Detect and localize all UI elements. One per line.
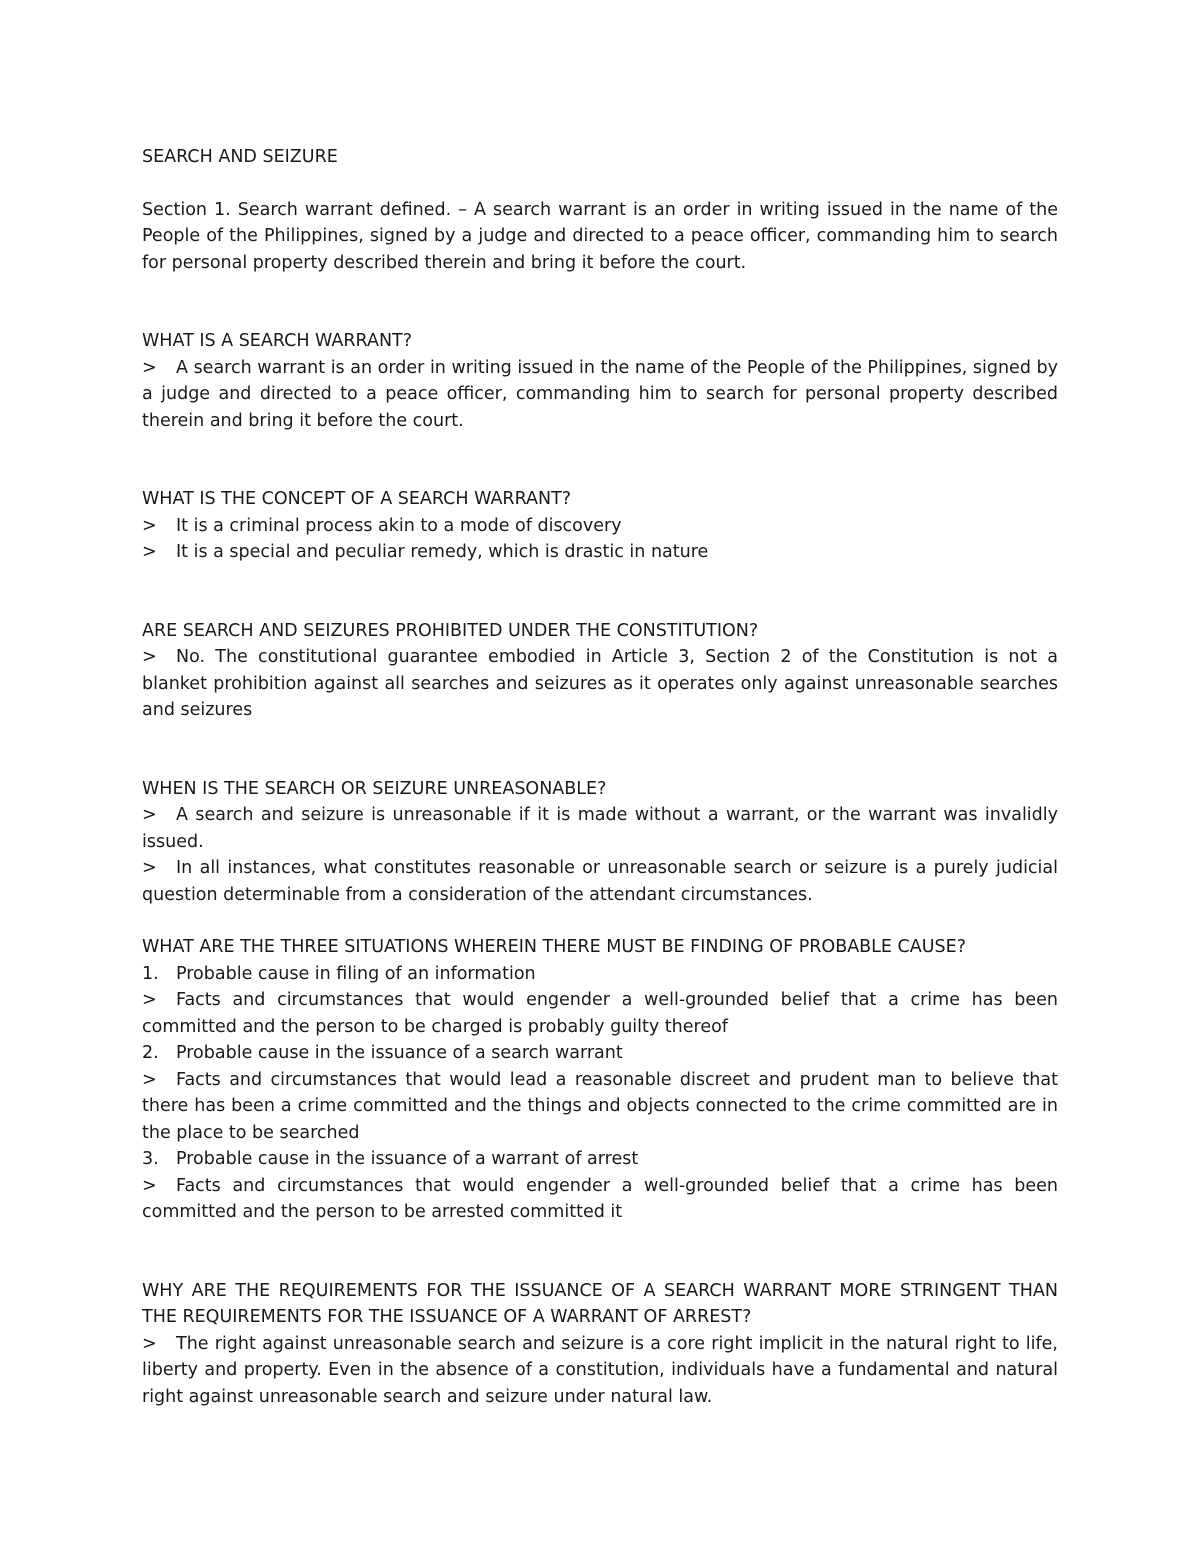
answer-text xyxy=(142,855,1058,908)
bullet-marker: > xyxy=(142,647,157,667)
question-heading: WHAT ARE THE THREE SITUATIONS WHEREIN THERE MUST BE FINDING OF PROBABLE CAUSE? xyxy=(142,937,966,957)
qa-constitution-prohibition xyxy=(142,618,1058,724)
qa-what-is-search-warrant xyxy=(142,328,1058,434)
list-item xyxy=(142,513,1058,540)
question-heading: WHY ARE THE REQUIREMENTS FOR THE ISSUANCE OF A SEARCH WARRANT MORE STRINGENT THAN THE REQUIREMENTS FOR THE ISSUANCE OF A WARRANT OF ARREST? xyxy=(142,1280,1058,1327)
qa-unreasonable-search xyxy=(142,776,1058,909)
qa-stringent-requirements xyxy=(142,1278,1058,1411)
answer-text xyxy=(142,644,1058,724)
numbered-item xyxy=(142,1040,1058,1067)
document-body xyxy=(142,144,1058,1462)
item-label: Probable cause in filing of an information xyxy=(176,963,536,984)
answer-text xyxy=(142,987,1058,1040)
question-heading: WHEN IS THE SEARCH OR SEIZURE UNREASONABLE? xyxy=(142,778,607,799)
question-heading: ARE SEARCH AND SEIZURES PROHIBITED UNDER THE CONSTITUTION? xyxy=(142,620,759,641)
answer-line: It is a criminal process akin to a mode of discovery xyxy=(176,515,622,536)
item-detail: Facts and circumstances that would lead a reasonable discreet and prudent man to believe that there has been a crime committed and the things and objects connected to the crime committed are in the place to be searched xyxy=(142,1069,1058,1143)
answer-text xyxy=(142,355,1058,435)
bullet-marker: > xyxy=(142,1333,157,1354)
document-title: SEARCH AND SEIZURE xyxy=(142,147,338,167)
numbered-item xyxy=(142,1146,1058,1173)
bullet-marker: > xyxy=(142,542,157,562)
item-detail: Facts and circumstances that would engender a well-grounded belief that a crime has been committed and the person to be charged is probably guilty thereof xyxy=(142,990,1058,1037)
qa-concept-of-search-warrant xyxy=(142,486,1058,566)
answer-line: No. The constitutional guarantee embodied in Article 3, Section 2 of the Constitution is not a blanket prohibition against all searches and seizures as it operates only against unreasonable searches and seizures xyxy=(142,647,1058,720)
item-label: Probable cause in the issuance of a warrant of arrest xyxy=(176,1149,639,1169)
section-1-text: Section 1. Search warrant defined. – A search warrant is an order in writing issued in the name of the People of the Philippines, signed by a judge and directed to a peace officer, commanding him to search for personal property described therein and bring it before the court. xyxy=(142,199,1058,273)
qa-probable-cause-situations xyxy=(142,934,1058,1226)
numbered-item xyxy=(142,961,1058,988)
answer-line: It is a special and peculiar remedy, which is drastic in nature xyxy=(176,542,709,562)
answer-text xyxy=(142,1331,1058,1411)
bullet-marker: > xyxy=(142,357,157,378)
question-heading: WHAT IS A SEARCH WARRANT? xyxy=(142,331,413,351)
bullet-marker: > xyxy=(142,1175,157,1196)
item-number: 3. xyxy=(142,1149,159,1169)
answer-line: A search warrant is an order in writing issued in the name of the People of the Philippines, signed by a judge and directed to a peace officer, commanding him to search for personal property described therein and bring it before the court. xyxy=(142,357,1058,431)
bullet-marker: > xyxy=(142,1069,157,1090)
answer-line: A search and seizure is unreasonable if it is made without a warrant, or the warrant was invalidly issued. xyxy=(142,805,1058,852)
item-number: 1. xyxy=(142,963,159,984)
answer-line: In all instances, what constitutes reasonable or unreasonable search or seizure is a purely judicial question determinable from a consideration of the attendant circumstances. xyxy=(142,858,1058,905)
item-label: Probable cause in the issuance of a search warrant xyxy=(176,1043,623,1063)
answer-line: The right against unreasonable search and seizure is a core right implicit in the natural right to life, liberty and property. Even in the absence of a constitution, individuals have a fundamental and natural right against unreasonable search and seizure under natural law. xyxy=(142,1333,1058,1407)
answer-text xyxy=(142,802,1058,855)
answer-text xyxy=(142,1173,1058,1226)
item-detail: Facts and circumstances that would engender a well-grounded belief that a crime has been committed and the person to be arrested committed it xyxy=(142,1175,1058,1222)
list-item xyxy=(142,539,1058,566)
bullet-marker: > xyxy=(142,515,157,536)
bullet-marker: > xyxy=(142,990,157,1010)
answer-text xyxy=(142,1067,1058,1147)
bullet-marker: > xyxy=(142,858,157,878)
question-heading: WHAT IS THE CONCEPT OF A SEARCH WARRANT? xyxy=(142,489,572,509)
bullet-marker: > xyxy=(142,805,157,825)
item-number: 2. xyxy=(142,1043,159,1063)
